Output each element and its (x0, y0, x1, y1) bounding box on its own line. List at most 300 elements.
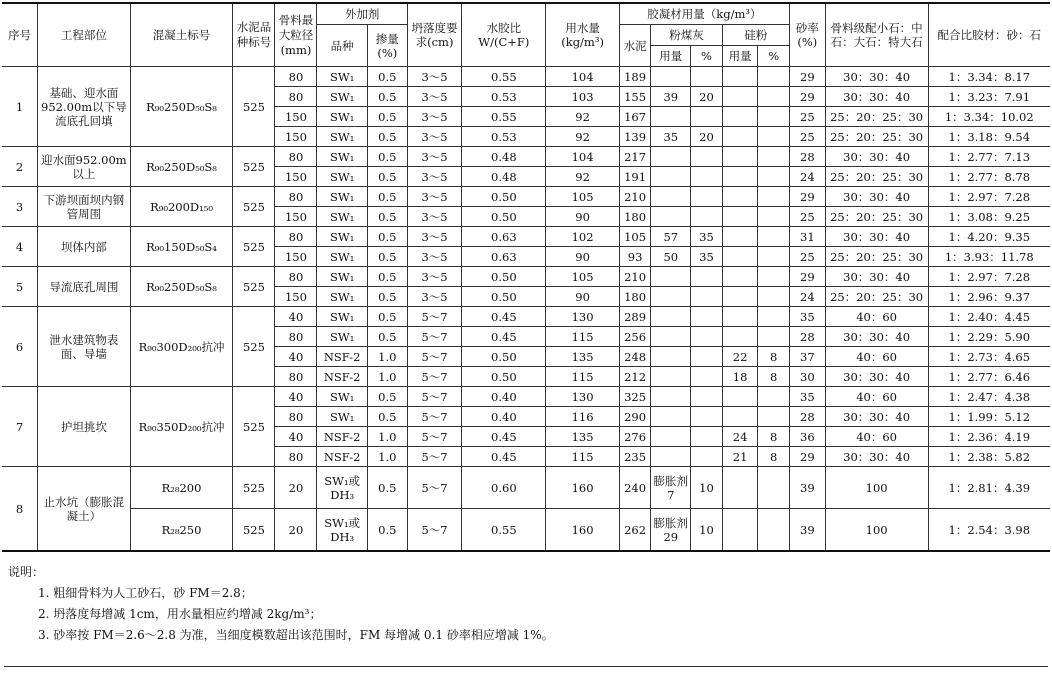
table-cell: 29 (789, 187, 825, 207)
table-cell: 210 (619, 187, 651, 207)
table-cell: 92 (546, 167, 620, 187)
table-cell: 0.5 (367, 147, 407, 167)
table-cell: 212 (619, 367, 651, 387)
table-cell: 191 (619, 167, 651, 187)
table-cell: 0.50 (462, 287, 546, 307)
notes (8, 562, 1052, 646)
table-cell: 29 (789, 447, 825, 467)
header-flyash-amount: 用量 (651, 46, 691, 67)
table-cell: 8 (758, 427, 790, 447)
table-cell: 1.0 (367, 447, 407, 467)
header-silica: 硅粉 (722, 25, 789, 46)
table-cell: 25 (789, 207, 825, 227)
table-cell: 30 (789, 367, 825, 387)
table-cell: 150 (275, 107, 317, 127)
table-cell: 40：60 (825, 387, 928, 407)
table-cell: 80 (275, 67, 317, 87)
table-cell: 5～7 (407, 367, 462, 387)
header-cement: 水泥 (619, 25, 651, 67)
table-cell: 180 (619, 287, 651, 307)
table-cell (722, 187, 758, 207)
table-cell: SW₁ (317, 287, 367, 307)
table-cell: 18 (722, 367, 758, 387)
table-cell: 1.0 (367, 347, 407, 367)
table-cell: SW₁ (317, 267, 367, 287)
table-cell: 167 (619, 107, 651, 127)
table-cell: 0.5 (367, 167, 407, 187)
table-cell: 止水坑（膨胀混凝土） (38, 467, 130, 552)
table-cell: 39 (651, 87, 691, 107)
table-cell: 3～5 (407, 287, 462, 307)
table-cell: 28 (789, 407, 825, 427)
table-cell (722, 67, 758, 87)
table-cell: 248 (619, 347, 651, 367)
header-water: 用水量(kg/m³) (546, 3, 620, 67)
table-cell (651, 187, 691, 207)
table-cell: SW₁ (317, 327, 367, 347)
table-cell: 525 (233, 509, 275, 552)
table-cell: 25：20：25：30 (825, 247, 928, 267)
table-cell (651, 347, 691, 367)
table-cell: 8 (2, 467, 38, 552)
table-cell: 80 (275, 367, 317, 387)
header-binder: 胶凝材用量（kg/m³） (619, 3, 789, 25)
table-cell: 0.5 (367, 67, 407, 87)
table-cell: SW₁ (317, 387, 367, 407)
note-item: 3. 砂率按 FM＝2.6～2.8 为准，当细度模数超出该范围时，FM 每增减 0.1 砂率相应增减 1%。 (38, 628, 554, 642)
table-cell: 525 (233, 187, 275, 227)
table-cell: 135 (546, 427, 620, 447)
table-cell (722, 247, 758, 267)
header-mix-ratio: 配合比胶材：砂：石 (928, 3, 1050, 67)
table-cell: 3～5 (407, 167, 462, 187)
table-cell: R₉₀300D₂₀₀抗冲 (130, 307, 233, 387)
table-cell: 35 (691, 227, 723, 247)
table-cell: 36 (789, 427, 825, 447)
table-cell: SW₁ (317, 407, 367, 427)
table-cell (691, 167, 723, 187)
table-cell: R₉₀200D₁₅₀ (130, 187, 233, 227)
table-cell: 5 (2, 267, 38, 307)
table-cell: 115 (546, 447, 620, 467)
table-cell: 80 (275, 87, 317, 107)
table-cell: 80 (275, 407, 317, 427)
table-cell (758, 127, 790, 147)
table-cell: 160 (546, 467, 620, 509)
table-cell: 80 (275, 227, 317, 247)
table-cell (691, 447, 723, 467)
table-cell: SW₁ (317, 67, 367, 87)
table-cell: NSF-2 (317, 447, 367, 467)
table-cell: 35 (789, 387, 825, 407)
table-cell: 30：30：40 (825, 327, 928, 347)
table-cell: 5～7 (407, 467, 462, 509)
table-cell: 5～7 (407, 307, 462, 327)
table-cell: 2 (2, 147, 38, 187)
table-cell (722, 107, 758, 127)
table-cell: 103 (546, 87, 620, 107)
table-cell (758, 187, 790, 207)
table-row (2, 387, 1050, 407)
table-cell: R₂₈250 (130, 509, 233, 552)
table-cell: 115 (546, 367, 620, 387)
table-cell: 90 (546, 247, 620, 267)
table-cell: 100 (825, 467, 928, 509)
table-cell: 29 (789, 67, 825, 87)
table-cell: 0.45 (462, 307, 546, 327)
table-cell: 150 (275, 247, 317, 267)
table-cell: 5～7 (407, 407, 462, 427)
table-cell (691, 207, 723, 227)
table-cell: 0.5 (367, 307, 407, 327)
table-cell (691, 327, 723, 347)
table-cell: 3～5 (407, 67, 462, 87)
table-cell: 3～5 (407, 227, 462, 247)
table-cell: SW₁ (317, 107, 367, 127)
table-cell (758, 387, 790, 407)
table-cell: 1：1.99：5.12 (928, 407, 1050, 427)
table-cell: 0.5 (367, 107, 407, 127)
table-cell: SW₁ (317, 87, 367, 107)
table-cell (722, 207, 758, 227)
table-cell: 0.5 (367, 207, 407, 227)
table-cell: SW₁或DH₃ (317, 509, 367, 552)
notes-title: 说明： (8, 565, 45, 579)
table-cell: 3～5 (407, 147, 462, 167)
table-cell: 0.5 (367, 187, 407, 207)
table-cell: 104 (546, 147, 620, 167)
table-cell: 130 (546, 307, 620, 327)
table-cell: 3～5 (407, 247, 462, 267)
table-cell (651, 167, 691, 187)
table-row (2, 187, 1050, 207)
table-cell: 3～5 (407, 107, 462, 127)
table-cell: 导流底孔周围 (38, 267, 130, 307)
table-cell: 10 (691, 509, 723, 552)
table-cell (758, 227, 790, 247)
table-cell: 150 (275, 207, 317, 227)
table-cell: R₉₀250D₅₀S₈ (130, 267, 233, 307)
table-cell: 40 (275, 347, 317, 367)
header-flyash: 粉煤灰 (651, 25, 722, 46)
table-cell: 210 (619, 267, 651, 287)
table-row (2, 227, 1050, 247)
table-cell (691, 147, 723, 167)
table-cell (758, 287, 790, 307)
table-cell (651, 287, 691, 307)
table-cell: 0.5 (367, 247, 407, 267)
table-cell: 0.63 (462, 227, 546, 247)
table-cell: 28 (789, 147, 825, 167)
table-cell: 3～5 (407, 207, 462, 227)
header-admixture: 外加剂 (317, 3, 407, 25)
table-cell: 0.53 (462, 127, 546, 147)
table-cell: 0.5 (367, 387, 407, 407)
table-cell: SW₁ (317, 207, 367, 227)
header-flyash-pct: % (691, 46, 723, 67)
table-cell (722, 307, 758, 327)
table-cell: 坝体内部 (38, 227, 130, 267)
table-cell: SW₁ (317, 187, 367, 207)
table-cell: 1.0 (367, 427, 407, 447)
header-wc: 水胶比W/(C+F) (462, 3, 546, 67)
table-cell (722, 127, 758, 147)
table-cell: R₉₀150D₅₀S₄ (130, 227, 233, 267)
table-cell: 0.55 (462, 509, 546, 552)
table-cell (651, 107, 691, 127)
table-cell: 0.55 (462, 107, 546, 127)
table-cell: 116 (546, 407, 620, 427)
table-cell: 92 (546, 107, 620, 127)
table-cell: 7 (2, 387, 38, 467)
table-cell: 235 (619, 447, 651, 467)
table-cell: 25：20：25：30 (825, 287, 928, 307)
table-cell: 30：30：40 (825, 87, 928, 107)
table-cell: 40 (275, 427, 317, 447)
table-cell: 105 (546, 187, 620, 207)
table-cell: 30：30：40 (825, 187, 928, 207)
table-cell: 0.50 (462, 207, 546, 227)
table-cell: 90 (546, 207, 620, 227)
table-cell: NSF-2 (317, 427, 367, 447)
table-cell: 5～7 (407, 327, 462, 347)
table-cell: 24 (722, 427, 758, 447)
table-cell: 29 (789, 87, 825, 107)
table-cell (758, 87, 790, 107)
table-cell: 0.45 (462, 327, 546, 347)
table-cell: 100 (825, 509, 928, 552)
table-cell: 下游坝面坝内钢管周围 (38, 187, 130, 227)
table-cell: 4 (2, 227, 38, 267)
table-cell: 40 (275, 387, 317, 407)
table-cell: 8 (758, 447, 790, 467)
table-cell: 80 (275, 267, 317, 287)
table-cell: 1：2.77：6.46 (928, 367, 1050, 387)
table-cell (651, 267, 691, 287)
table-cell: 180 (619, 207, 651, 227)
table-cell: 25：20：25：30 (825, 127, 928, 147)
table-cell: 80 (275, 147, 317, 167)
table-cell: 40：60 (825, 307, 928, 327)
table-cell: 130 (546, 387, 620, 407)
table-cell (651, 447, 691, 467)
table-cell: 0.40 (462, 407, 546, 427)
table-cell: 525 (233, 387, 275, 467)
table-cell: 25 (789, 127, 825, 147)
table-cell: 40 (275, 307, 317, 327)
table-cell: 115 (546, 327, 620, 347)
table-cell: 0.5 (367, 127, 407, 147)
table-cell (651, 327, 691, 347)
table-body (2, 67, 1050, 552)
table-cell: 25 (789, 247, 825, 267)
table-cell: 30：30：40 (825, 147, 928, 167)
table-cell: 31 (789, 227, 825, 247)
table-cell: 24 (789, 287, 825, 307)
table-cell: 35 (691, 247, 723, 267)
table-cell: 3 (2, 187, 38, 227)
header-sand-rate: 砂率(%) (789, 3, 825, 67)
table-cell: 39 (789, 467, 825, 509)
table-cell: 80 (275, 447, 317, 467)
table-cell: 105 (546, 267, 620, 287)
table-cell (722, 87, 758, 107)
table-cell (758, 107, 790, 127)
table-cell (691, 347, 723, 367)
table-cell: 30：30：40 (825, 367, 928, 387)
table-cell (691, 267, 723, 287)
table-row (2, 509, 1050, 552)
table-cell (651, 147, 691, 167)
table-cell: 525 (233, 467, 275, 509)
table-cell (722, 147, 758, 167)
table-cell (722, 467, 758, 509)
header-adm-type: 品种 (317, 25, 367, 67)
table-cell: 1 (2, 67, 38, 147)
table-cell: 迎水面952.00m以上 (38, 147, 130, 187)
table-cell: 262 (619, 509, 651, 552)
header-silica-pct: % (758, 46, 790, 67)
table-cell: 0.40 (462, 387, 546, 407)
table-cell: 30：30：40 (825, 227, 928, 247)
table-cell: 护坦挑坎 (38, 387, 130, 467)
table-cell (691, 427, 723, 447)
table-cell (758, 509, 790, 552)
table-cell: 37 (789, 347, 825, 367)
table-cell: SW₁ (317, 247, 367, 267)
table-cell (722, 167, 758, 187)
table-cell: 93 (619, 247, 651, 267)
table-cell: 6 (2, 307, 38, 387)
table-cell (651, 387, 691, 407)
table-cell: 150 (275, 287, 317, 307)
table-cell: 1：3.23：7.91 (928, 87, 1050, 107)
table-cell (758, 67, 790, 87)
table-cell: R₂₈200 (130, 467, 233, 509)
table-cell: 35 (651, 127, 691, 147)
table-row (2, 67, 1050, 87)
table-cell (758, 207, 790, 227)
table-cell: 0.5 (367, 327, 407, 347)
header-grading: 骨料级配小石：中石：大石：特大石 (825, 3, 928, 67)
table-cell: 1.0 (367, 367, 407, 387)
table-cell: 0.63 (462, 247, 546, 267)
table-cell: 8 (758, 367, 790, 387)
table-cell: 325 (619, 387, 651, 407)
note-item: 1. 粗细骨料为人工砂石，砂 FM＝2.8； (38, 586, 253, 600)
table-cell: 0.5 (367, 227, 407, 247)
table-cell (722, 509, 758, 552)
header-seq: 序号 (2, 3, 38, 67)
table-cell: 525 (233, 227, 275, 267)
table-cell (691, 187, 723, 207)
table-cell (722, 287, 758, 307)
table-cell: 1：2.54：3.98 (928, 509, 1050, 552)
table-cell: 1：2.96：9.37 (928, 287, 1050, 307)
header-cement-grade: 水泥品种标号 (233, 3, 275, 67)
table-cell: R₉₀250D₅₀S₈ (130, 147, 233, 187)
table-cell: 240 (619, 467, 651, 509)
table-cell (691, 387, 723, 407)
table-cell: 30：30：40 (825, 67, 928, 87)
table-cell: 139 (619, 127, 651, 147)
table-cell: 35 (789, 307, 825, 327)
table-cell: 256 (619, 327, 651, 347)
table-cell: 525 (233, 307, 275, 387)
table-cell: 525 (233, 267, 275, 307)
table-cell (722, 267, 758, 287)
table-cell: 5～7 (407, 447, 462, 467)
table-cell (758, 147, 790, 167)
table-cell: 20 (691, 87, 723, 107)
table-cell: 150 (275, 127, 317, 147)
table-cell: 8 (758, 347, 790, 367)
table-cell: 39 (789, 509, 825, 552)
table-cell (691, 67, 723, 87)
table-cell (758, 407, 790, 427)
table-cell: 基础、迎水面952.00m以下导流底孔回填 (38, 67, 130, 147)
table-cell: 0.50 (462, 267, 546, 287)
table-cell: 20 (691, 127, 723, 147)
table-cell: 28 (789, 327, 825, 347)
table-cell: 0.48 (462, 147, 546, 167)
table-cell: 25：20：25：30 (825, 107, 928, 127)
table-cell: 0.50 (462, 347, 546, 367)
table-cell: R₉₀350D₂₀₀抗冲 (130, 387, 233, 467)
table-cell: 1：3.34：10.02 (928, 107, 1050, 127)
table-cell (758, 247, 790, 267)
table-cell (651, 427, 691, 447)
table-cell: SW₁ (317, 127, 367, 147)
table-cell: SW₁或DH₃ (317, 467, 367, 509)
table-cell (651, 307, 691, 327)
table-cell: 1：3.08：9.25 (928, 207, 1050, 227)
table-cell (758, 467, 790, 509)
table-cell: 5～7 (407, 387, 462, 407)
table-cell: SW₁ (317, 147, 367, 167)
table-cell: 1：3.18：9.54 (928, 127, 1050, 147)
header-adm-dose: 掺量(%) (367, 25, 407, 67)
table-cell: 1：2.36：4.19 (928, 427, 1050, 447)
table-cell (651, 67, 691, 87)
table-cell: 1：2.40：4.45 (928, 307, 1050, 327)
table-cell: 0.60 (462, 467, 546, 509)
table-cell: 20 (275, 467, 317, 509)
table-cell: 1：2.77：8.78 (928, 167, 1050, 187)
table-cell (651, 407, 691, 427)
table-cell: 0.45 (462, 447, 546, 467)
table-cell: 24 (789, 167, 825, 187)
table-cell: 155 (619, 87, 651, 107)
table-cell: 150 (275, 167, 317, 187)
table-cell: 57 (651, 227, 691, 247)
header-silica-amount: 用量 (722, 46, 758, 67)
table-cell (758, 167, 790, 187)
table-cell: 5～7 (407, 347, 462, 367)
table-cell: 40：60 (825, 427, 928, 447)
table-cell: 92 (546, 127, 620, 147)
table-cell (691, 367, 723, 387)
table-cell: 1：2.29：5.90 (928, 327, 1050, 347)
table-cell (691, 307, 723, 327)
header-slump: 坍落度要求(cm) (407, 3, 462, 67)
table-cell: 290 (619, 407, 651, 427)
table-cell: 289 (619, 307, 651, 327)
table-cell (691, 287, 723, 307)
header-grade: 混凝土标号 (130, 3, 233, 67)
table-cell (722, 327, 758, 347)
table-cell: 276 (619, 427, 651, 447)
